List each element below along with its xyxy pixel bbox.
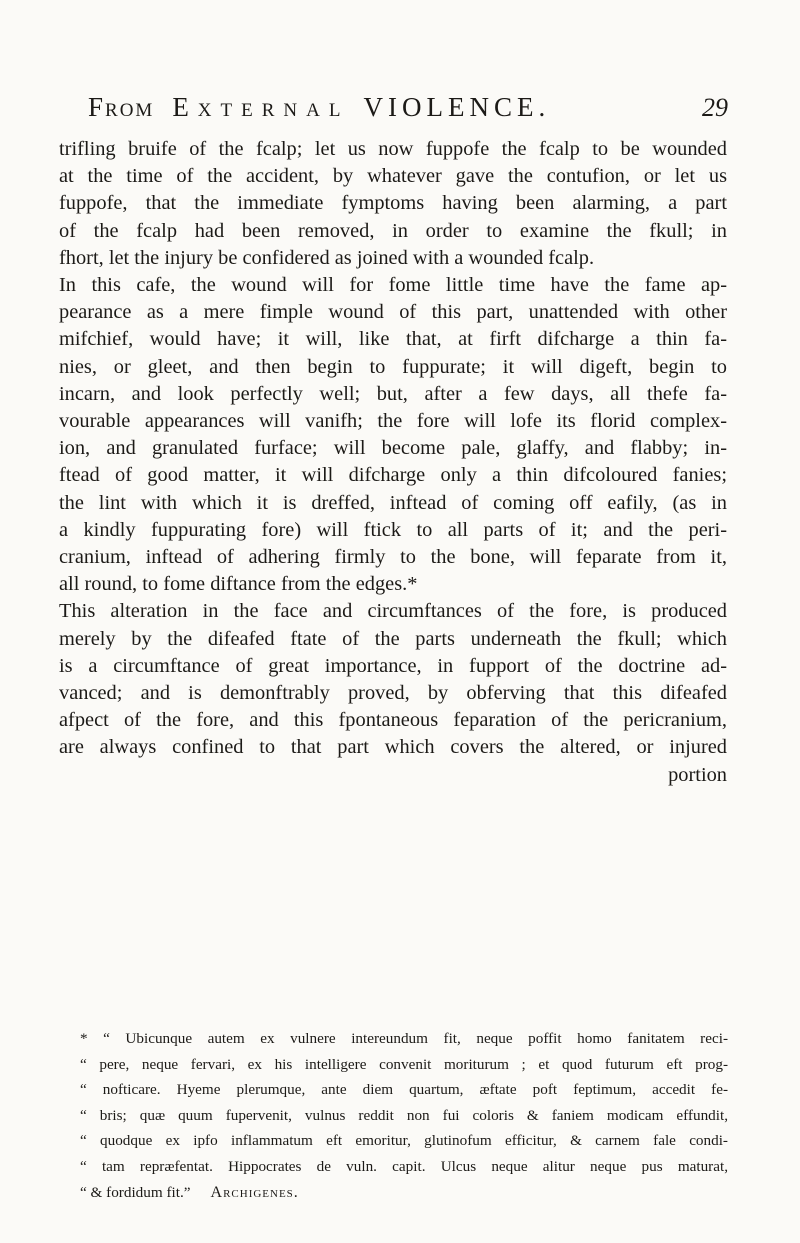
catchword: portion xyxy=(668,763,727,786)
text-line: merely by the difeafed ftate of the parts underneath the fkull; which xyxy=(59,627,727,650)
footnote-line: “ & fordidum fit.” xyxy=(80,1183,191,1201)
text-line: fhort, let the injury be confidered as joined with a wounded fcalp. xyxy=(59,246,595,269)
running-head xyxy=(88,92,728,124)
text-line: are always confined to that part which covers the altered, or injured xyxy=(59,736,727,759)
footnote-line: * “ Ubicunque autem ex vulnere intereundum fit, neque poffit homo fanitatem reci- xyxy=(80,1030,728,1047)
text-line: mifchief, would have; it will, like that, at firft difcharge a thin fa- xyxy=(59,328,727,351)
text-line: incarn, and look perfectly well; but, after a few days, all thefe fa- xyxy=(59,382,727,405)
footnote xyxy=(80,1026,728,1205)
running-head-violence: VIOLENCE. xyxy=(363,92,551,122)
text-line: is a circumftance of great importance, in fupport of the doctrine ad- xyxy=(59,654,727,677)
running-head-title xyxy=(88,92,550,123)
text-line: the lint with which it is dreffed, inftead of coming off eafily, (as in xyxy=(59,491,727,514)
text-line: This alteration in the face and circumftances of the fore, is produced xyxy=(59,600,727,623)
text-line: ftead of good matter, it will difcharge only a thin difcoloured fanies; xyxy=(59,464,727,487)
running-head-external: External xyxy=(172,92,350,122)
text-line: of the fcalp had been removed, in order to examine the fkull; in xyxy=(59,219,727,242)
text-line: vanced; and is demonftrably proved, by obferving that this difeafed xyxy=(59,682,727,705)
text-line: trifling bruife of the fcalp; let us now fuppofe the fcalp to be wounded xyxy=(59,138,727,160)
text-line: nies, or gleet, and then begin to fuppurate; it will digeft, begin to xyxy=(59,355,727,378)
text-line: a kindly fuppurating fore) will ftick to all parts of it; and the peri- xyxy=(59,518,727,541)
text-line: fuppofe, that the immediate fymptoms having been alarming, a part xyxy=(59,192,727,215)
footnote-attribution: Archigenes. xyxy=(210,1183,299,1201)
main-text xyxy=(59,136,727,789)
page-number: 29 xyxy=(702,93,728,122)
footnote-line: “ nofticare. Hyeme plerumque, ante diem quartum, æftate poft feptimum, accedit fe- xyxy=(80,1081,728,1099)
footnote-last-line xyxy=(80,1180,728,1206)
footnote-line: “ bris; quæ quum fupervenit, vulnus reddit non fui coloris & faniem modicam effundit, xyxy=(80,1106,728,1124)
text-line: vourable appearances will vanifh; the fore will lofe its florid complex- xyxy=(59,410,727,433)
text-line: cranium, inftead of adhering firmly to the bone, will feparate from it, xyxy=(59,546,727,569)
footnote-line: “ pere, neque fervari, ex his intelligere convenit moriturum ; et quod futurum eft prog- xyxy=(80,1055,728,1073)
text-line: In this cafe, the wound will for fome little time have the fame ap- xyxy=(59,274,727,297)
text-line: ion, and granulated furface; will become pale, glaffy, and flabby; in- xyxy=(59,437,727,460)
running-head-from: From xyxy=(88,92,155,122)
footnote-line: “ quodque ex ipfo inflammatum eft emoritur, glutinofum efficitur, & carnem fale condi- xyxy=(80,1132,728,1150)
footnote-line: “ tam repræfentat. Hippocrates de vuln. capit. Ulcus neque alitur neque pus maturat, xyxy=(80,1157,728,1175)
text-line: afpect of the fore, and this fpontaneous feparation of the pericranium, xyxy=(59,709,727,732)
text-line: at the time of the accident, by whatever gave the contufion, or let us xyxy=(59,165,727,188)
text-line: pearance as a mere fimple wound of this part, unattended with other xyxy=(59,301,727,324)
text-line: all round, to fome diftance from the edges.* xyxy=(59,573,418,596)
